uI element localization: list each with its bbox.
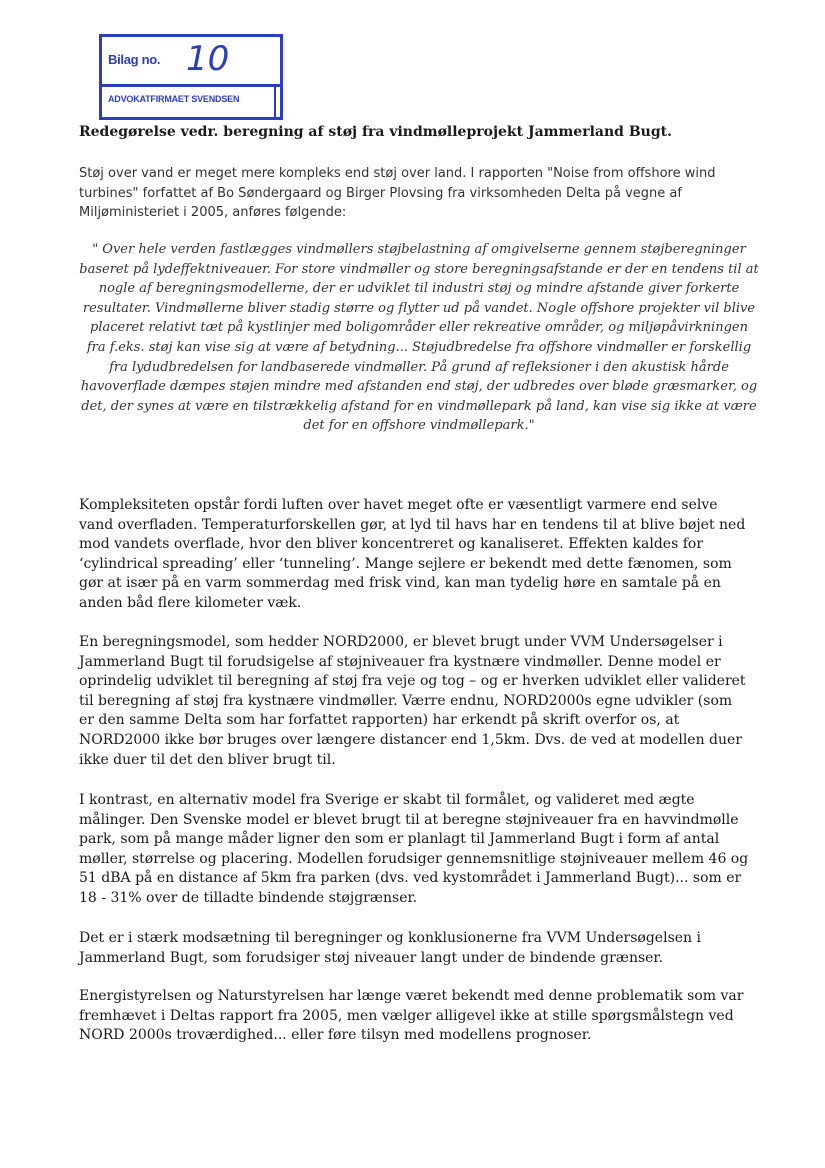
paragraph-authorities: Energistyrelsen og Naturstyrelsen har længe været bekendt med denne problematik som var fremhævet i Deltas rapport fra 2005, men vælger alligevel ikke at stille spørgsmålstegn ved NORD 2000s troværdighed... eller føre tilsyn med modellens prognoser.	[79, 988, 744, 1044]
paragraph-complexity: Kompleksiteten opstår fordi luften over havet meget ofte er væsentligt varmere end selve vand overfladen. Temperaturforskellen gør, at lyd til havs har en tendens til at blive bøjet ned mod vandets overflade, hvor den bliver koncentreret og kanaliseret. Effekten kaldes for ‘cylindrical spreading’ eller ‘tunneling’. Mange sejlere er bekendt med dette fænomen, som gør at især på en varm sommerdag med frisk vind, kan man tydelig høre en samtale på en anden båd flere kilometer væk.	[79, 497, 746, 611]
document-title: Redegørelse vedr. beregning af støj fra vindmølleprojekt Jammerland Bugt.	[79, 124, 672, 140]
intro-paragraph: Støj over vand er meget mere kompleks end støj over land. I rapporten "Noise from offshore wind turbines" forfattet af Bo Søndergaard og Birger Plovsing fra virksomheden Delta på vegne af Miljøministeriet i 2005, anføres følgende:	[79, 166, 716, 221]
paragraph-contrast: Det er i stærk modsætning til beregninger og konklusionerne fra VVM Undersøgelsen i Jammerland Bugt, som forudsiger støj niveauer langt under de bindende grænser.	[79, 930, 701, 966]
paragraph-swedish-model: I kontrast, en alternativ model fra Sverige er skabt til formålet, og valideret med ægte målinger. Den Svenske model er blevet brugt til at beregne støjniveauer fra en havvindmølle park, som på mange måder ligner den som er planlagt til Jammerland Bugt i form af antal møller, størrelse og placering. Modellen forudsiger gennemsnitlige støjniveauer mellem 46 og 51 dBA på en distance af 5km fra parken (dvs. ved kystområdet i Jammerland Bugt)... som er 18 - 31% over de tilladte bindende støjgrænser.	[79, 792, 749, 906]
quote-block: " Over hele verden fastlægges vindmøllers støjbelastning af omgivelserne gennem støjberegninger baseret på lydeffektniveauer. For store vindmøller og store beregningsafstande er der en tendens til at nogle af beregningsmodellerne, der er udviklet til industri støj og mindre afstande giver forkerte resultater. Vindmøllerne bliver stadig større og flytter ud på vandet. Nogle offshore projekter vil blive placeret relativt tæt på kystlinjer med boligområder eller rekreative områder, og miljøpåvirkningen fra f.eks. støj kan vise sig at være af betydning... Støjudbredelse fra offshore vindmøller er forskellig fra lydudbredelsen for landbaserede vindmøller. På grund af refleksioner i den akustisk hårde havoverflade dæmpes støjen mindre med afstanden end støj, der udbredes over bløde græsmarker, og det, der synes at være en tilstrækkelig afstand for en vindmøllepark på land, kan vise sig ikke at være det for en offshore vindmøllepark."	[79, 242, 759, 434]
stamp-top-section	[102, 37, 280, 87]
stamp-mark	[274, 87, 276, 117]
paragraph-nord2000: En beregningsmodel, som hedder NORD2000, er blevet brugt under VVM Undersøgelser i Jammerland Bugt til forudsigelse af støjniveauer fra kystnære vindmøller. Denne model er oprindelig udviklet til beregning af støj fra veje og tog – og er hverken udviklet eller valideret til beregning af støj fra kystnære vindmøller. Værre endnu, NORD2000s egne udvikler (som er den samme Delta som har forfattet rapporten) har erkendt på skrift overfor os, at NORD2000 ikke bør bruges over længere distancer end 1,5km. Dvs. de ved at modellen duer ikke duer til det den bliver brugt til.	[79, 634, 746, 768]
stamp-firm-name: ADVOKATFIRMAET SVENDSEN	[108, 94, 240, 104]
exhibit-stamp	[99, 34, 283, 120]
stamp-number: 10	[186, 39, 230, 79]
stamp-label: Bilag no.	[108, 52, 161, 67]
